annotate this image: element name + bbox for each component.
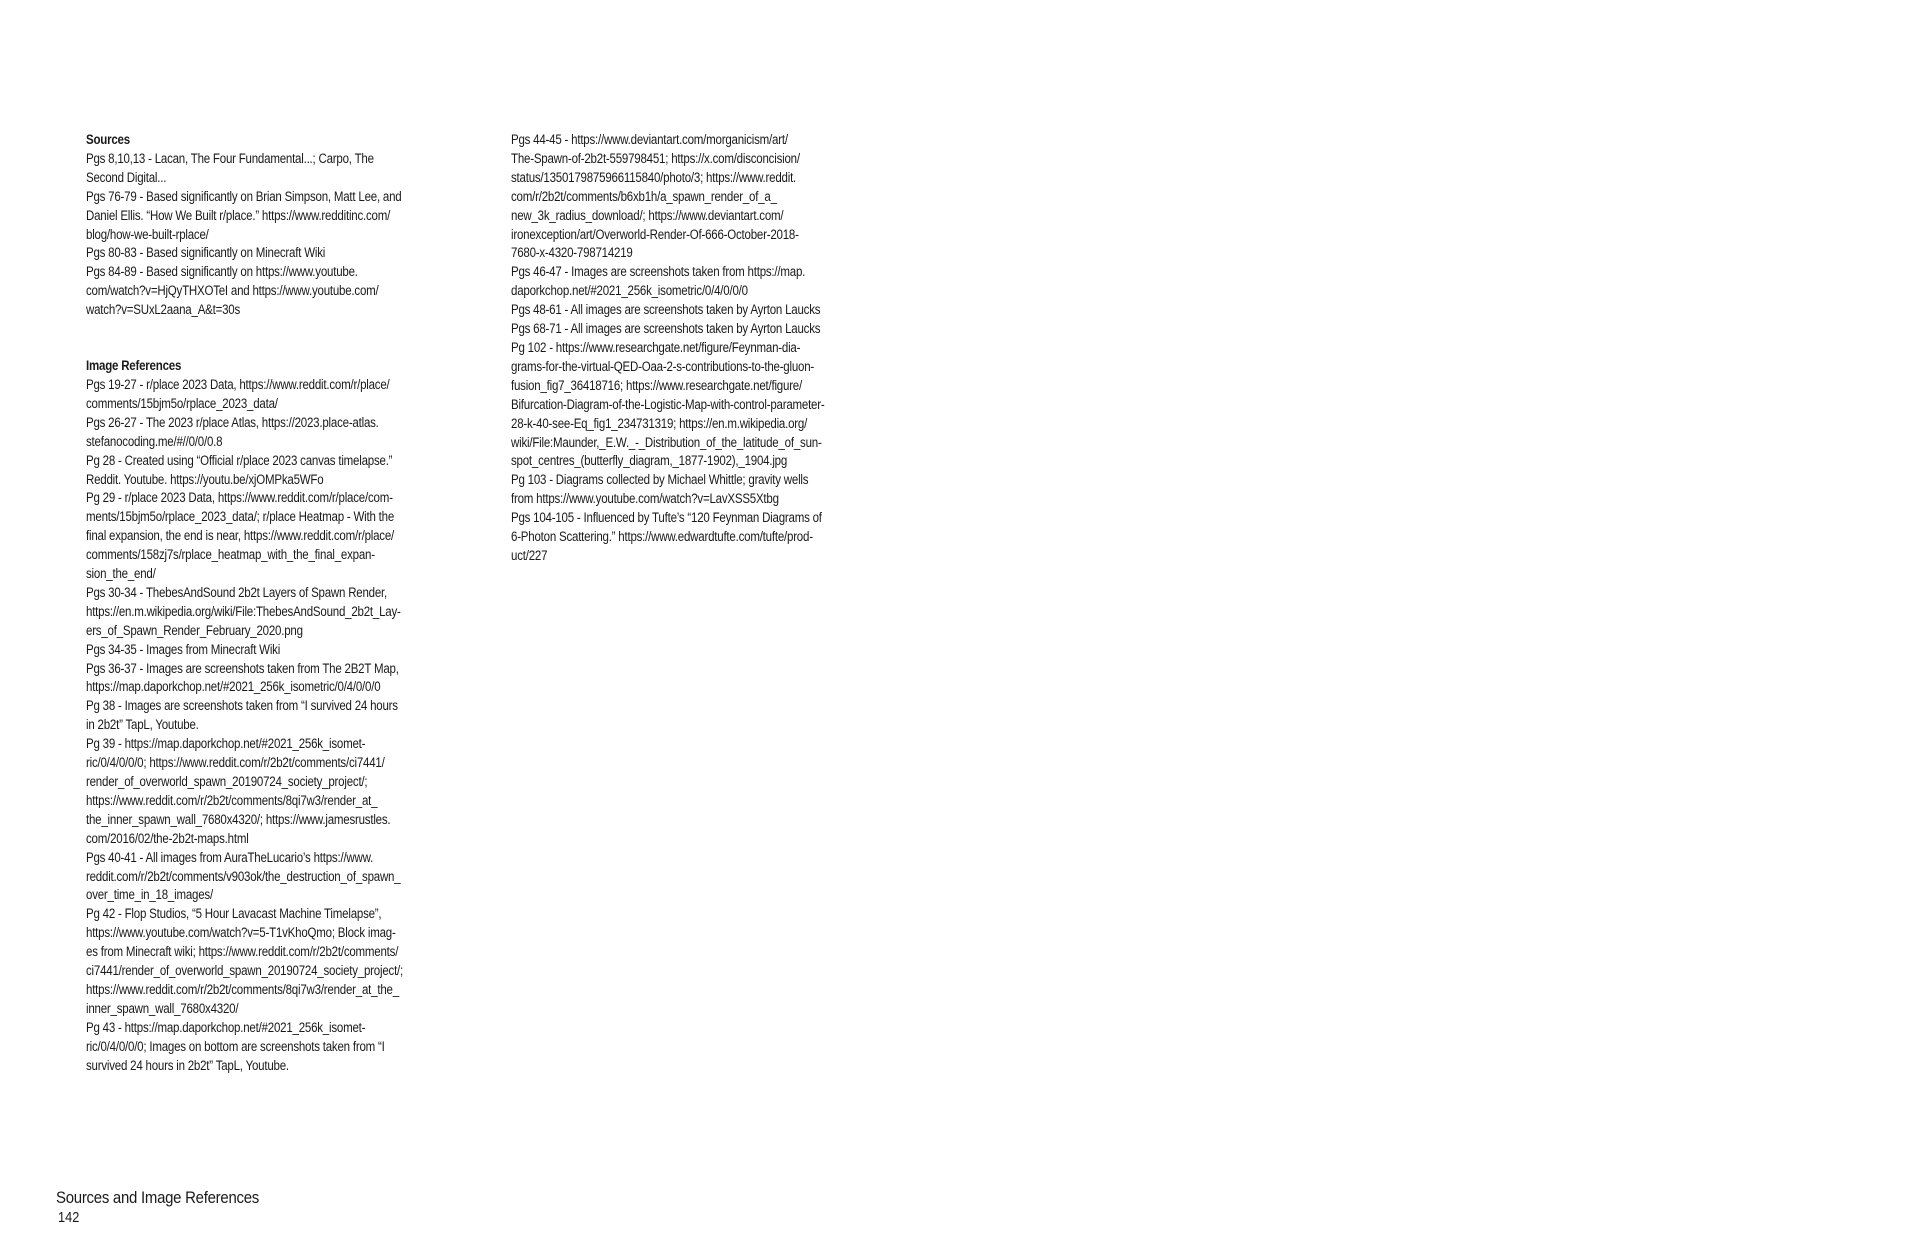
- image-reference-entry: Pg 38 - Images are screenshots taken from “I survived 24 hours in 2b2t” TapL, Youtube.: [86, 698, 398, 733]
- image-reference-entry: Pgs 46-47 - Images are screenshots taken from https://map. daporkchop.net/#2021_256k_isometric/0/4/0/0/0: [511, 264, 806, 299]
- image-reference-entry: Pgs 40-41 - All images from AuraTheLucario’s https://www. reddit.com/r/2b2t/comments/v903ok/the_destruction_of_spawn_ over_time_in_18_images/: [86, 849, 401, 903]
- source-entry: Pgs 84-89 - Based significantly on https://www.youtube. com/watch?v=HjQyTHXOTeI and https://www.youtube.com/ watch?v=SUxL2aana_A&t=30s: [86, 264, 379, 318]
- image-reference-entry: Pgs 26-27 - The 2023 r/place Atlas, https://2023.place-atlas. stefanocoding.me/#//0/0/0.8: [86, 414, 379, 449]
- image-reference-entry: Pg 43 - https://map.daporkchop.net/#2021_256k_isomet- ric/0/4/0/0/0; Images on bottom are screenshots taken from “I survived 24 hours in 2b2t” TapL, Youtube.: [86, 1019, 385, 1073]
- image-reference-entry: Pg 29 - r/place 2023 Data, https://www.reddit.com/r/place/com- ments/15bjm5o/rplace_2023_data/; r/place Heatmap - With the final expansion, the end is near, https://www.reddit.com/r/place/ comments/158zj7s/rplace_heatmap_with_the_final_expan- sion_the_end/: [86, 490, 395, 582]
- image-references-heading: Image References: [86, 358, 182, 374]
- image-reference-entry: Pg 42 - Flop Studios, “5 Hour Lavacast Machine Timelapse”, https://www.youtube.com/watch?v=5-T1vKhoQmo; Block imag- es from Minecraft wiki; https://www.reddit.com/r/2b2t/comments/ ci7441/render_of_overworld_spawn_20190724_society_project/; https://www.reddit.com/r/2b2t/comments/8qi7w3/render_at_the_ inner_spawn_wall_7680x4320/: [86, 906, 404, 1016]
- image-reference-entry: Pgs 34-35 - Images from Minecraft Wiki: [86, 641, 281, 657]
- source-entry: Pgs 80-83 - Based significantly on Minecraft Wiki: [86, 245, 326, 261]
- image-reference-entry: Pgs 19-27 - r/place 2023 Data, https://www.reddit.com/r/place/ comments/15bjm5o/rplace_2023_data/: [86, 376, 390, 411]
- source-entry: Pgs 76-79 - Based significantly on Brian Simpson, Matt Lee, and Daniel Ellis. “How We Built r/place.” https://www.redditinc.com/ blog/how-we-built-rplace/: [86, 188, 402, 242]
- image-reference-entry: Pgs 36-37 - Images are screenshots taken from The 2B2T Map, https://map.daporkchop.net/#2021_256k_isometric/0/4/0/0/0: [86, 660, 399, 695]
- page-number: 142: [58, 1210, 80, 1226]
- section-spacer: [86, 320, 456, 357]
- footer-section-title: Sources and Image References: [56, 1188, 260, 1207]
- left-column: [86, 131, 456, 1076]
- image-reference-entry: Pg 102 - https://www.researchgate.net/figure/Feynman-dia- grams-for-the-virtual-QED-Oaa-2-s-contributions-to-the-gluon- fusion_fig7_36418716; https://www.researchgate.net/figure/ Bifurcation-Diagram-of-the-Logistic-Map-with-control-parameter- 28-k-40-see-Eq_fig1_234731319; https://en.m.wikipedia.org/ wiki/File:Maunder,_E.W._-_Distribution_of_the_latitude_of_sun- spot_centres_(butterfly_diagram,_1877-1902),_1904.jpg: [511, 339, 825, 469]
- image-reference-entry: Pg 28 - Created using “Official r/place 2023 canvas timelapse.” Reddit. Youtube. https://youtu.be/xjOMPka5WFo: [86, 452, 393, 487]
- source-entry: Pgs 8,10,13 - Lacan, The Four Fundamental...; Carpo, The Second Digital...: [86, 150, 374, 185]
- image-reference-entry: Pgs 68-71 - All images are screenshots taken by Ayrton Laucks: [511, 321, 821, 337]
- image-reference-entry: Pgs 30-34 - ThebesAndSound 2b2t Layers of Spawn Render, https://en.m.wikipedia.org/wiki/File:ThebesAndSound_2b2t_Lay- ers_of_Spawn_Render_February_2020.png: [86, 584, 401, 638]
- image-reference-entry: Pg 103 - Diagrams collected by Michael Whittle; gravity wells from https://www.youtube.com/watch?v=LavXSS5Xtbg: [511, 472, 809, 507]
- sources-heading: Sources: [86, 132, 130, 147]
- right-column: [511, 131, 881, 566]
- image-reference-entry: Pgs 48-61 - All images are screenshots taken by Ayrton Laucks: [511, 302, 821, 318]
- image-reference-entry: Pgs 44-45 - https://www.deviantart.com/morganicism/art/ The-Spawn-of-2b2t-559798451; https://x.com/disconcision/ status/1350179875966115840/photo/3; https://www.reddit. com/r/2b2t/comments/b6xb1h/a_spawn_render_of_a_ new_3k_radius_download/; https://www.deviantart.com/ ironexception/art/Overworld-Render-Of-666-October-2018- 7680-x-4320-798714219: [511, 132, 800, 261]
- image-reference-entry: Pgs 104-105 - Influenced by Tufte’s “120 Feynman Diagrams of 6-Photon Scattering.” https://www.edwardtufte.com/tufte/prod- uct/227: [511, 510, 822, 563]
- image-reference-entry: Pg 39 - https://map.daporkchop.net/#2021_256k_isomet- ric/0/4/0/0/0; https://www.reddit.com/r/2b2t/comments/ci7441/ render_of_overworld_spawn_20190724_society_project/; https://www.reddit.com/r/2b2t/comments/8qi7w3/render_at_ the_inner_spawn_wall_7680x4320/; https://www.jamesrustles. com/2016/02/the-2b2t-maps.html: [86, 736, 391, 846]
